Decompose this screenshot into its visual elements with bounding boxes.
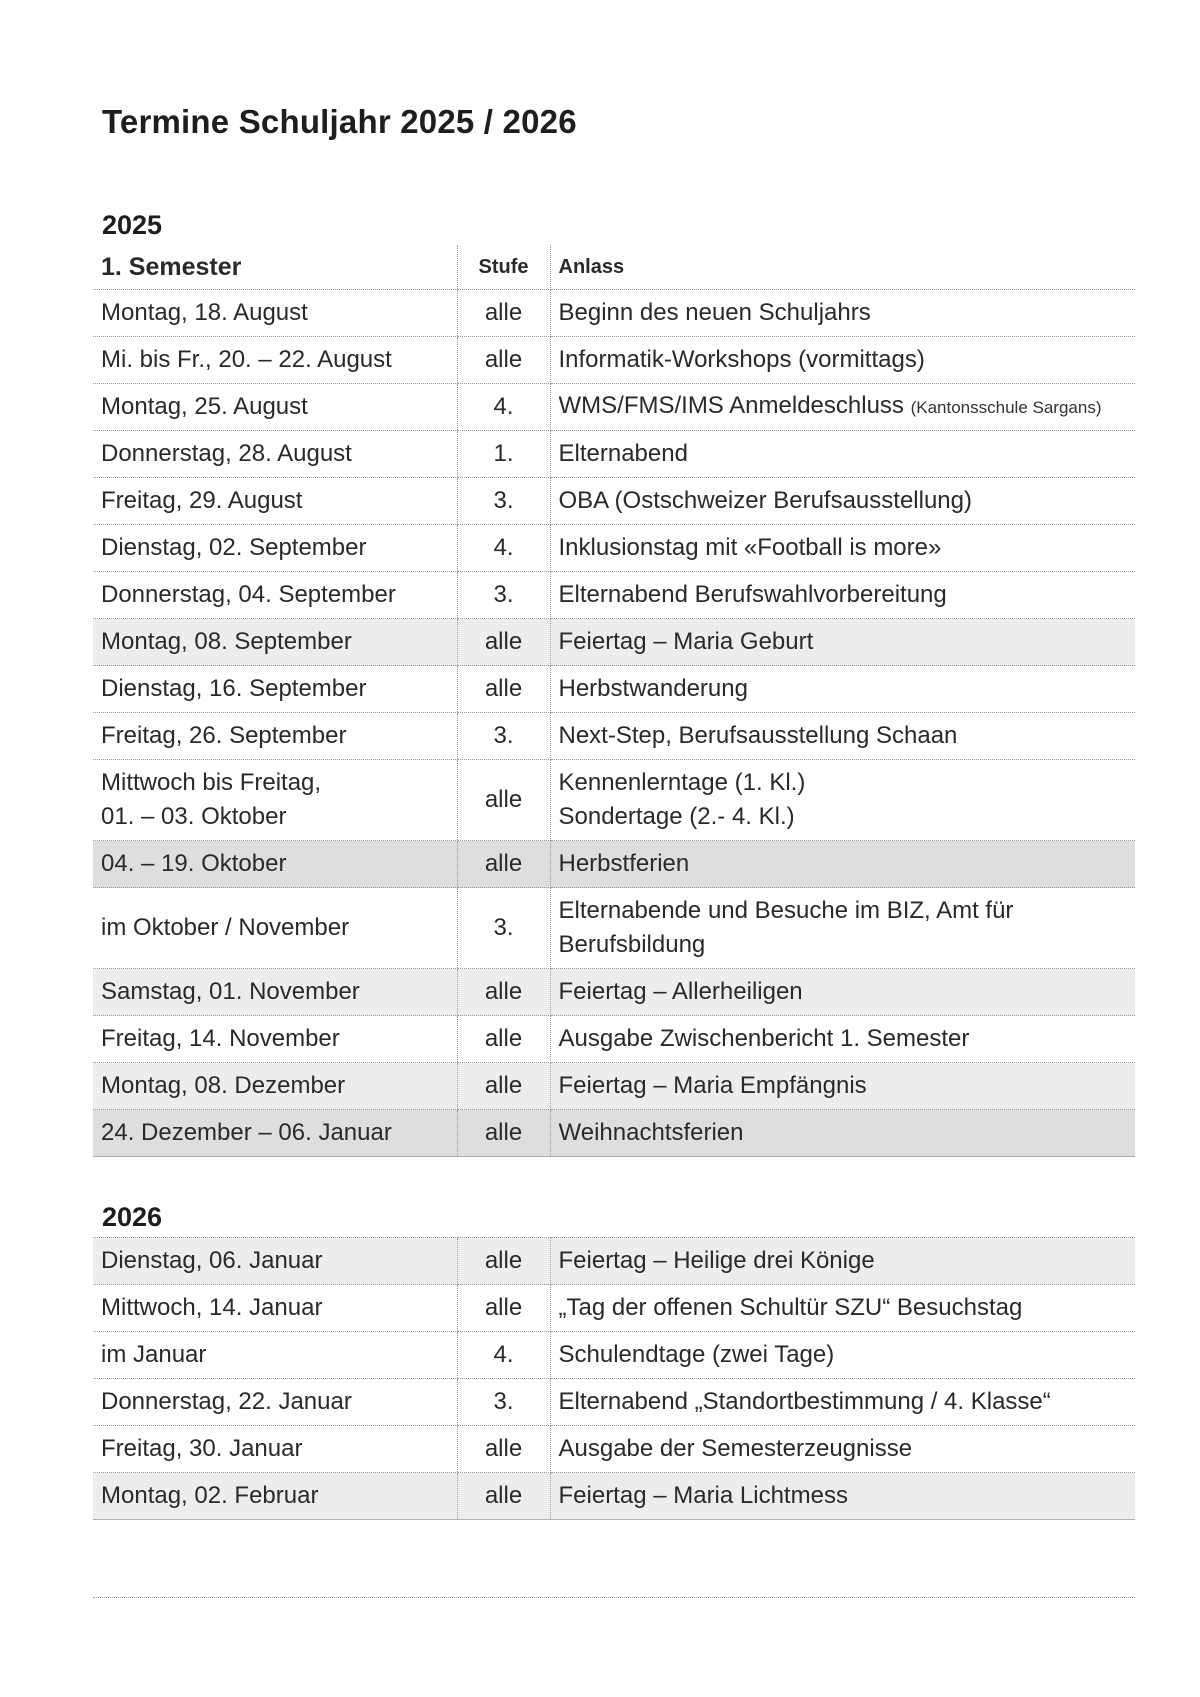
table-row-holiday (93, 619, 1135, 666)
event-cell: Herbstwanderung (550, 666, 1135, 713)
level-cell: 1. (457, 431, 550, 478)
table-row (93, 888, 1135, 969)
table-row (93, 1016, 1135, 1063)
event-text: WMS/FMS/IMS Anmeldeschluss (558, 392, 904, 419)
date-cell: Freitag, 29. August (93, 478, 457, 525)
level-cell: alle (457, 619, 550, 666)
level-cell: alle (457, 666, 550, 713)
level-cell: 3. (457, 1379, 550, 1426)
event-cell: Beginn des neuen Schuljahrs (550, 290, 1135, 337)
event-cell: Ausgabe der Semesterzeugnisse (550, 1426, 1135, 1473)
table-row (93, 290, 1135, 337)
event-cell (550, 760, 1135, 841)
level-cell: alle (457, 969, 550, 1016)
date-cell: Samstag, 01. November (93, 969, 457, 1016)
table-row-holiday (93, 1063, 1135, 1110)
table-row (93, 760, 1135, 841)
date-cell: Freitag, 30. Januar (93, 1426, 457, 1473)
level-cell: alle (457, 1238, 550, 1285)
event-cell: Elternabend (550, 431, 1135, 478)
date-cell: Donnerstag, 22. Januar (93, 1379, 457, 1426)
event-line: Sondertage (2.- 4. Kl.) (558, 803, 795, 830)
level-cell: 4. (457, 1332, 550, 1379)
table-row (93, 713, 1135, 760)
table-row-holiday (93, 1473, 1135, 1520)
event-cell: Herbstferien (550, 841, 1135, 888)
date-cell: Freitag, 14. November (93, 1016, 457, 1063)
event-cell: Elternabend „Standortbestimmung / 4. Klasse“ (550, 1379, 1135, 1426)
level-cell: alle (457, 337, 550, 384)
table-row (93, 525, 1135, 572)
date-cell: Montag, 02. Februar (93, 1473, 457, 1520)
event-cell: Feiertag – Maria Empfängnis (550, 1063, 1135, 1110)
level-cell: 3. (457, 713, 550, 760)
date-cell: Montag, 18. August (93, 290, 457, 337)
event-cell: Ausgabe Zwischenbericht 1. Semester (550, 1016, 1135, 1063)
date-cell: Mittwoch, 14. Januar (93, 1285, 457, 1332)
date-cell: im Januar (93, 1332, 457, 1379)
event-cell: Feiertag – Allerheiligen (550, 969, 1135, 1016)
event-cell: „Tag der offenen Schultür SZU“ Besuchstag (550, 1285, 1135, 1332)
level-cell: alle (457, 760, 550, 841)
table-row-holiday (93, 969, 1135, 1016)
level-cell: 3. (457, 888, 550, 969)
date-cell (93, 760, 457, 841)
event-cell: Inklusionstag mit «Football is more» (550, 525, 1135, 572)
date-cell: Donnerstag, 04. September (93, 572, 457, 619)
date-cell: Mi. bis Fr., 20. – 22. August (93, 337, 457, 384)
date-cell: im Oktober / November (93, 888, 457, 969)
level-cell: alle (457, 1285, 550, 1332)
schedule-table-2025 (93, 245, 1135, 1157)
column-header-anlass: Anlass (550, 245, 1135, 290)
level-cell: alle (457, 290, 550, 337)
level-cell: alle (457, 1016, 550, 1063)
event-line: Berufsbildung (558, 931, 706, 958)
table-row (93, 572, 1135, 619)
event-line: Kennenlerntage (1. Kl.) (558, 769, 806, 796)
level-cell: alle (457, 1063, 550, 1110)
date-line: 01. – 03. Oktober (101, 803, 287, 830)
level-cell: 4. (457, 384, 550, 431)
footer-divider (93, 1597, 1135, 1598)
table-row (93, 1332, 1135, 1379)
table-row (93, 1285, 1135, 1332)
date-cell: 04. – 19. Oktober (93, 841, 457, 888)
level-cell: 3. (457, 572, 550, 619)
event-cell: OBA (Ostschweizer Berufsausstellung) (550, 478, 1135, 525)
page-title: Termine Schuljahr 2025 / 2026 (102, 103, 577, 140)
table-row (93, 337, 1135, 384)
date-cell: Montag, 25. August (93, 384, 457, 431)
level-cell: alle (457, 841, 550, 888)
date-cell: Donnerstag, 28. August (93, 431, 457, 478)
date-cell: 24. Dezember – 06. Januar (93, 1110, 457, 1157)
date-cell: Montag, 08. September (93, 619, 457, 666)
table-row (93, 1379, 1135, 1426)
level-cell: 3. (457, 478, 550, 525)
year-heading-2026: 2026 (102, 1202, 163, 1232)
date-cell: Montag, 08. Dezember (93, 1063, 457, 1110)
event-cell: Next-Step, Berufsausstellung Schaan (550, 713, 1135, 760)
date-cell: Dienstag, 06. Januar (93, 1238, 457, 1285)
date-cell: Dienstag, 16. September (93, 666, 457, 713)
event-cell: Elternabend Berufswahlvorbereitung (550, 572, 1135, 619)
column-header-stufe: Stufe (457, 245, 550, 290)
table-row (93, 1426, 1135, 1473)
date-cell: Dienstag, 02. September (93, 525, 457, 572)
schedule-table-2026 (93, 1237, 1135, 1520)
event-cell: Weihnachtsferien (550, 1110, 1135, 1157)
date-cell: Freitag, 26. September (93, 713, 457, 760)
event-cell: Feiertag – Maria Lichtmess (550, 1473, 1135, 1520)
level-cell: alle (457, 1110, 550, 1157)
event-cell: Schulendtage (zwei Tage) (550, 1332, 1135, 1379)
event-cell: Informatik-Workshops (vormittags) (550, 337, 1135, 384)
table-row-holiday (93, 1238, 1135, 1285)
event-cell (550, 384, 1135, 431)
event-line: Elternabende und Besuche im BIZ, Amt für (558, 897, 1014, 924)
event-cell: Feiertag – Maria Geburt (550, 619, 1135, 666)
table-row (93, 478, 1135, 525)
level-cell: alle (457, 1426, 550, 1473)
table-row (93, 384, 1135, 431)
table-row (93, 666, 1135, 713)
table-row-vacation (93, 841, 1135, 888)
event-cell: Feiertag – Heilige drei Könige (550, 1238, 1135, 1285)
table-header-row (93, 245, 1135, 290)
table-row (93, 431, 1135, 478)
level-cell: alle (457, 1473, 550, 1520)
column-header-semester: 1. Semester (93, 245, 457, 290)
event-note: (Kantonsschule Sargans) (910, 398, 1102, 417)
date-line: Mittwoch bis Freitag, (101, 769, 322, 796)
level-cell: 4. (457, 525, 550, 572)
year-heading-2025: 2025 (102, 210, 163, 240)
event-cell (550, 888, 1135, 969)
table-row-vacation (93, 1110, 1135, 1157)
